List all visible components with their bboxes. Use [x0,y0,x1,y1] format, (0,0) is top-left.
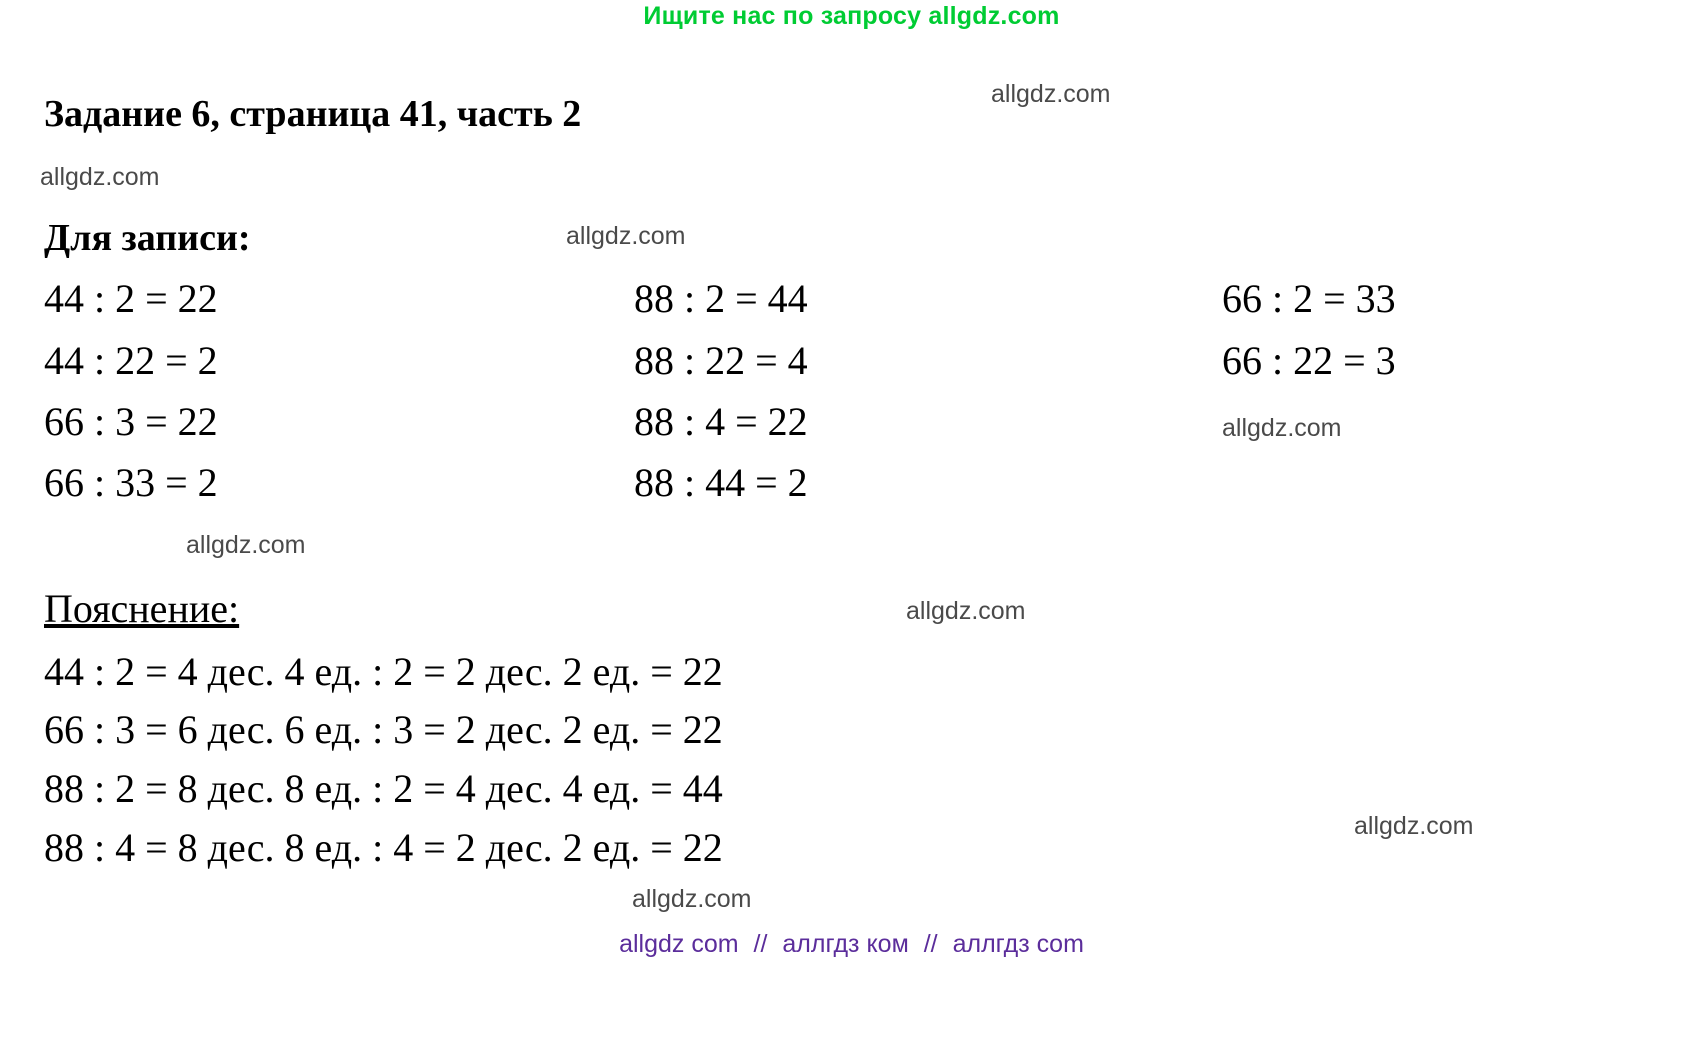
watermark: allgdz.com [186,531,306,559]
footer-separator-1: // [753,930,768,958]
watermark: allgdz.com [40,163,160,191]
footer-link-3[interactable]: аллгдз com [952,930,1084,958]
explanation-line: 44 : 2 = 4 дес. 4 ед. : 2 = 2 дес. 2 ед. = 22 [44,649,723,694]
explanation-heading: Пояснение: [44,586,240,631]
watermark: allgdz.com [1354,812,1474,840]
equation-item: 44 : 22 = 2 [44,338,218,383]
footer-link-2[interactable]: аллгдз ком [782,930,909,958]
records-heading: Для записи: [44,217,251,259]
equation-item: 88 : 44 = 2 [634,460,808,505]
watermark: allgdz.com [566,222,686,250]
equation-item: 88 : 4 = 22 [634,399,808,444]
watermark: allgdz.com [991,80,1111,108]
explanation-line: 66 : 3 = 6 дес. 6 ед. : 3 = 2 дес. 2 ед. = 22 [44,707,723,752]
equation-item: 66 : 2 = 33 [1222,276,1396,321]
footer-links [0,930,1703,959]
watermark: allgdz.com [906,597,1026,625]
equation-item: 88 : 22 = 4 [634,338,808,383]
footer-link-1[interactable]: allgdz com [619,930,739,958]
footer-separator-2: // [923,930,938,958]
watermark: allgdz.com [632,885,752,913]
watermark: allgdz.com [1222,414,1342,442]
equation-item: 88 : 2 = 44 [634,276,808,321]
equation-item: 66 : 3 = 22 [44,399,218,444]
top-promo-banner: Ищите нас по запросу allgdz.com [643,2,1060,30]
equation-item: 66 : 33 = 2 [44,460,218,505]
explanation-line: 88 : 4 = 8 дес. 8 ед. : 4 = 2 дес. 2 ед. = 22 [44,825,723,870]
page-title: Задание 6, страница 41, часть 2 [44,93,582,135]
equation-item: 66 : 22 = 3 [1222,338,1396,383]
equation-item: 44 : 2 = 22 [44,276,218,321]
explanation-line: 88 : 2 = 8 дес. 8 ед. : 2 = 4 дес. 4 ед. = 44 [44,766,723,811]
